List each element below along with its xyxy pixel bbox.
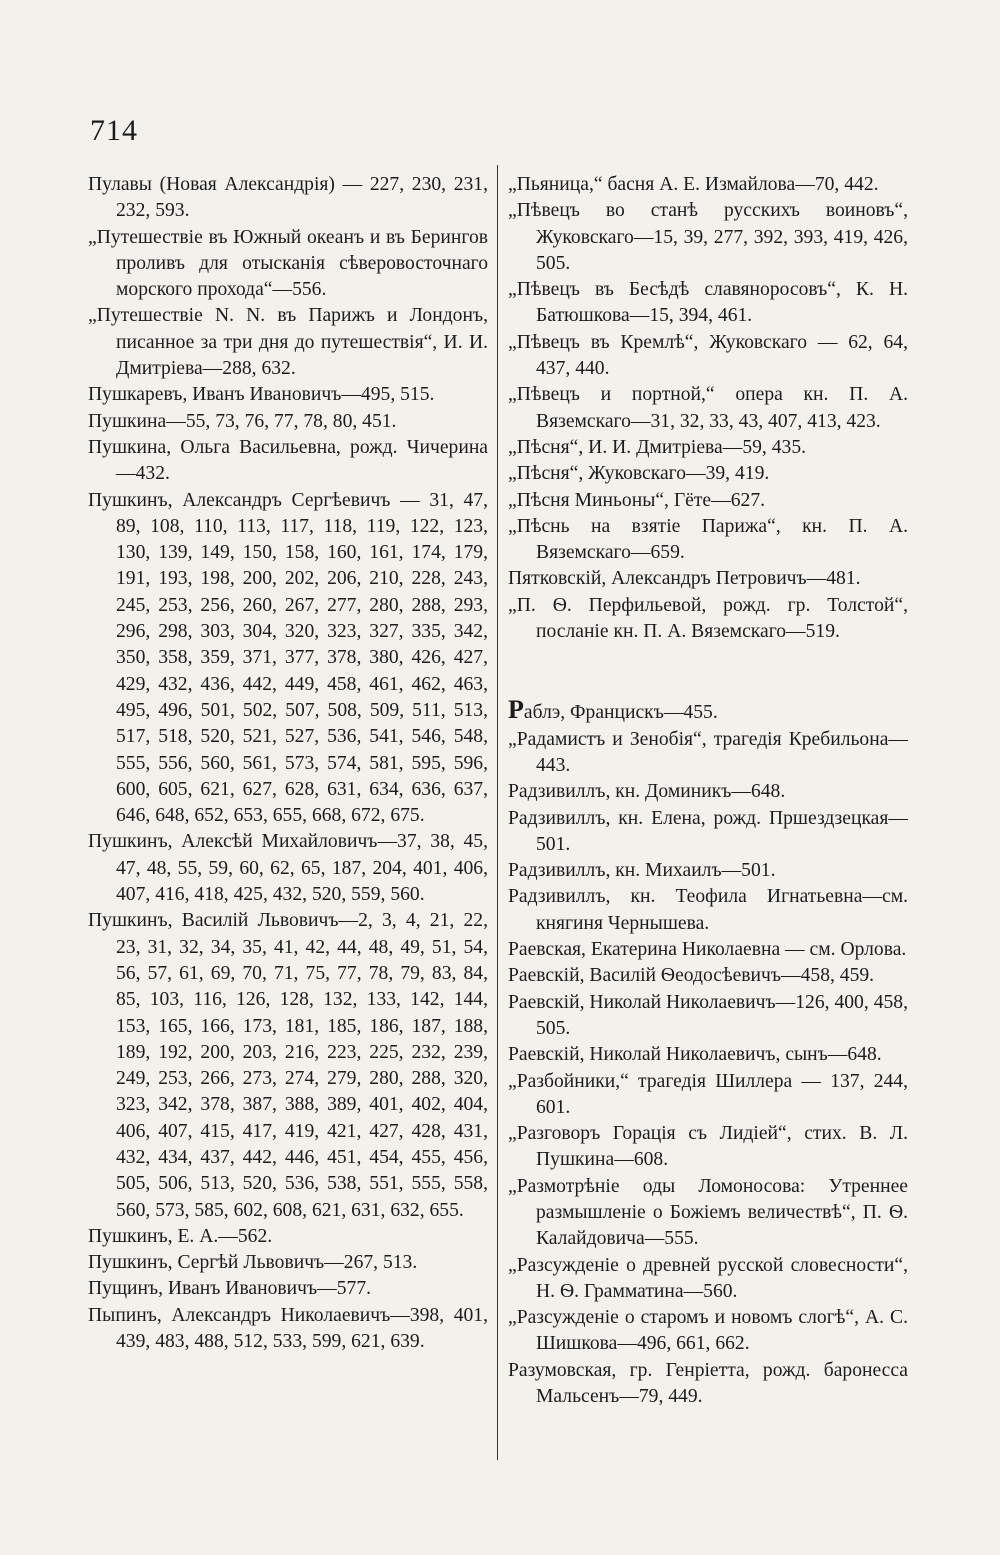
index-entry: „Пѣснь на взятіе Парижа“, кн. П. А. Вяземскаго—659.: [508, 515, 908, 564]
index-entry: Пушкаревъ, Иванъ Ивановичъ—495, 515.: [88, 384, 435, 406]
index-entry: Разумовская, гр. Генріетта, рожд. баронесса Мальсенъ—79, 449.: [508, 1359, 908, 1408]
index-entry: Раевская, Екатерина Николаевна — см. Орлова.: [508, 939, 907, 961]
index-entry: Пыпинъ, Александръ Николаевичъ—398, 401, 439, 483, 488, 512, 533, 599, 621, 639.: [88, 1304, 488, 1353]
index-entry: Пушкинъ, Василій Львовичъ—2, 3, 4, 21, 22, 23, 31, 32, 34, 35, 41, 42, 44, 48, 49, 51, 54, 56, 57, 61, 69, 70, 71, 75, 77, 78, 79, 83, 84, 85, 103, 116, 126, 128, 132, 133, 142, 144, 153, 165, 166, 173, 181, 185, 186, 187, 188, 189, 192, 200, 203, 216, 223, 225, 232, 239, 249, 253, 266, 273, 274, 279, 280, 288, 320, 323, 342, 378, 387, 388, 389, 401, 402, 404, 406, 407, 415, 417, 419, 421, 427, 428, 431, 432, 434, 437, 442, 446, 451, 454, 455, 456, 505, 506, 513, 520, 536, 538, 551, 555, 558, 560, 573, 585, 602, 608, 621, 631, 632, 655.: [88, 910, 488, 1221]
index-entry: „Разбойники,“ трагедія Шиллера — 137, 244, 601.: [508, 1070, 908, 1118]
index-entry: „Разсужденіе о древней русской словесности“, Н. Ѳ. Грамматина—560.: [508, 1254, 908, 1302]
index-entry: Радзивиллъ, кн. Доминикъ—648.: [508, 781, 786, 803]
index-entry: Пушкина—55, 73, 76, 77, 78, 80, 451.: [88, 410, 397, 432]
index-entry: „Пѣсня Миньоны“, Гёте—627.: [508, 489, 766, 511]
index-entry: „Размотрѣніе оды Ломоносова: Утреннее размышленіе о Божіемъ величествѣ“, П. Ѳ. Калайдовича—555.: [508, 1175, 908, 1250]
index-entry: Пушкинъ, Александръ Сергѣевичъ — 31, 47, 89, 108, 110, 113, 117, 118, 119, 122, 123, 130, 139, 149, 150, 158, 160, 161, 174, 179, 191, 193, 198, 200, 202, 206, 210, 228, 243, 245, 253, 256, 260, 267, 277, 280, 288, 293, 296, 298, 303, 304, 320, 323, 327, 335, 342, 350, 358, 359, 371, 377, 378, 380, 426, 427, 429, 432, 436, 442, 449, 458, 461, 462, 463, 495, 496, 501, 502, 507, 508, 509, 511, 513, 517, 518, 520, 521, 527, 536, 541, 546, 548, 555, 556, 560, 561, 573, 574, 581, 595, 596, 600, 605, 621, 627, 628, 631, 634, 636, 637, 646, 648, 652, 653, 655, 668, 672, 675.: [88, 489, 488, 827]
index-column-right: [508, 172, 908, 1410]
index-entry: Пушкинъ, Сергѣй Львовичъ—267, 513.: [88, 1252, 418, 1274]
page-number: 714: [90, 114, 138, 147]
index-entry: „Разсужденіе о старомъ и новомъ слогѣ“, А. С. Шишкова—496, 661, 662.: [508, 1307, 908, 1355]
index-entry: Пулавы (Новая Александрія) — 227, 230, 231, 232, 593.: [88, 174, 488, 222]
index-entry: „Пѣсня“, Жуковскаго—39, 419.: [508, 463, 770, 485]
index-entry: „Пьяница,“ басня А. Е. Измайлова—70, 442.: [508, 174, 879, 195]
index-entry: Пятковскій, Александръ Петровичъ—481.: [508, 568, 861, 590]
index-entry: „Пѣсня“, И. И. Дмитріева—59, 435.: [508, 436, 807, 458]
index-entry: Раблэ, Францискъ—455.: [508, 695, 718, 725]
index-entry: Радзивиллъ, кн. Михаилъ—501.: [508, 860, 776, 882]
index-entry: Раевскій, Николай Николаевичъ, сынъ—648.: [508, 1044, 882, 1066]
index-column-left: [88, 172, 488, 1355]
index-entry: Раевскій, Василій Ѳеодосѣевичъ—458, 459.: [508, 965, 875, 987]
index-entry: Радзивиллъ, кн. Елена, рожд. Пршездзецкая—501.: [508, 807, 908, 855]
index-entry: „П. Ѳ. Перфильевой, рожд. гр. Толстой“, посланіе кн. П. А. Вяземскаго—519.: [508, 594, 908, 643]
index-entry: „Разговоръ Горація съ Лидіей“, стих. В. Л. Пушкина—608.: [508, 1123, 908, 1171]
index-entry: „Пѣвецъ въ Бесѣдѣ славяноросовъ“, К. Н. Батюшкова—15, 394, 461.: [508, 279, 908, 327]
index-entry: Пушкина, Ольга Васильевна, рожд. Чичерина—432.: [88, 436, 488, 485]
column-divider: [497, 165, 498, 1460]
index-entry: Пущинъ, Иванъ Ивановичъ—577.: [88, 1278, 372, 1300]
index-entry: „Путешествіе N. N. въ Парижъ и Лондонъ, писанное за три дня до путешествія“, И. И. Дмитріева—288, 632.: [88, 305, 488, 380]
index-entry: „Пѣвецъ и портной,“ опера кн. П. А. Вяземскаго—31, 32, 33, 43, 407, 413, 423.: [508, 384, 908, 432]
index-entry: Раевскій, Николай Николаевичъ—126, 400, 458, 505.: [508, 991, 908, 1039]
index-entry: Пушкинъ, Алексѣй Михайловичъ—37, 38, 45, 47, 48, 55, 59, 60, 62, 65, 187, 204, 401, 406, 407, 416, 418, 425, 432, 520, 559, 560.: [88, 831, 488, 906]
index-entry: „Радамистъ и Зенобія“, трагедія Кребильона—443.: [508, 728, 908, 776]
index-entry: „Путешествіе въ Южный океанъ и въ Берингов проливъ для отысканія сѣверовосточнаго морского прохода“—556.: [88, 226, 488, 301]
letter-section-gap: [508, 645, 908, 697]
index-entry: Пушкинъ, Е. А.—562.: [88, 1225, 273, 1247]
index-entry: „Пѣвецъ въ Кремлѣ“, Жуковскаго — 62, 64, 437, 440.: [508, 331, 908, 380]
index-entry: Радзивиллъ, кн. Теофила Игнатьевна—см. княгиня Чернышева.: [508, 886, 908, 934]
index-entry: „Пѣвецъ во станѣ русскихъ воиновъ“, Жуковскаго—15, 39, 277, 392, 393, 419, 426, 505.: [508, 200, 908, 274]
section-initial-letter: Р: [508, 695, 524, 725]
